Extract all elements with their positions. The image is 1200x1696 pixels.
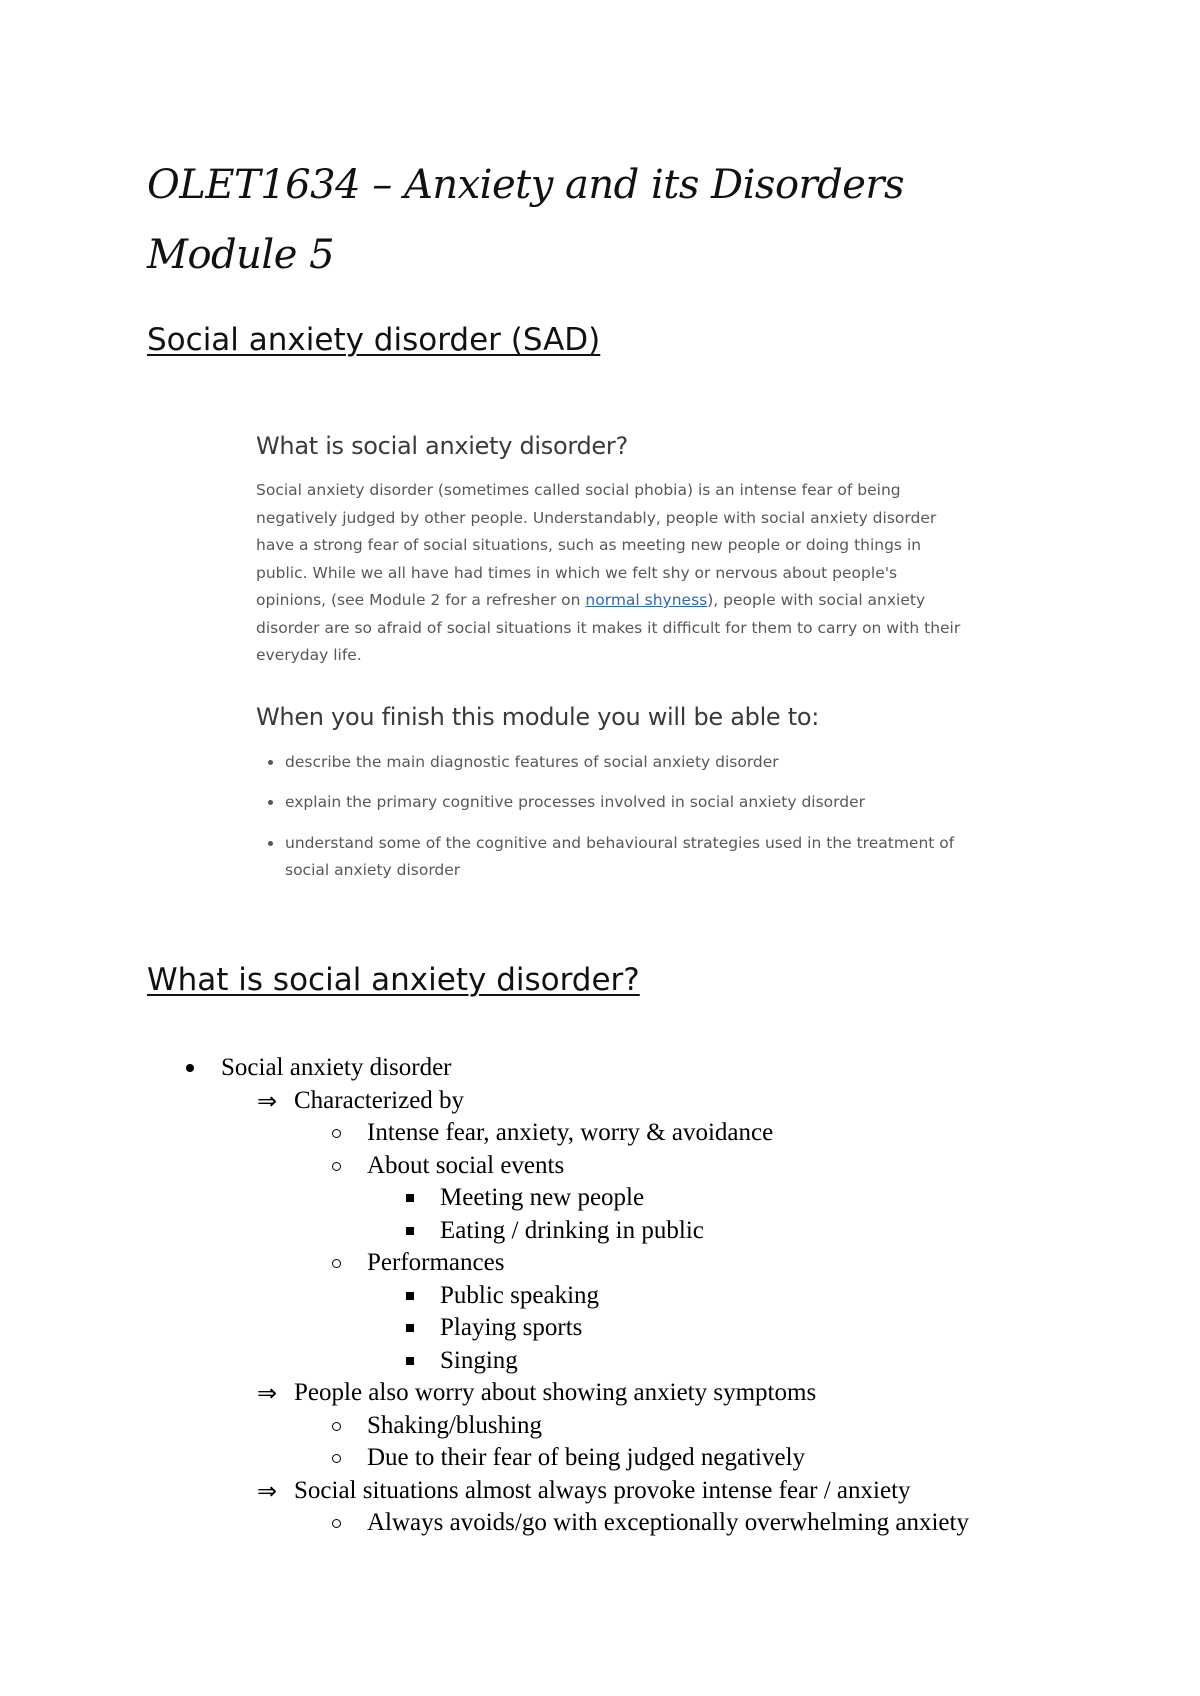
bullet-dot-icon [268, 800, 273, 805]
learning-goal-item [256, 789, 976, 817]
outline-item-level-4 [0, 1345, 1200, 1378]
outline-item-text: Always avoids/go with exceptionally overwhelming anxiety [367, 1509, 969, 1536]
embed-heading-what-is: What is social anxiety disorder? [256, 432, 628, 460]
outline-item-level-4 [0, 1280, 1200, 1313]
outline-item-text: Due to their fear of being judged negatively [367, 1444, 806, 1471]
learning-goal-text: understand some of the cognitive and behavioural strategies used in the treatment of social anxiety disorder [285, 833, 955, 879]
embed-intro-paragraph [256, 477, 966, 670]
learning-goal-text: explain the primary cognitive processes involved in social anxiety disorder [285, 793, 865, 811]
normal-shyness-link[interactable]: normal shyness [585, 591, 708, 609]
square-bullet-icon [406, 1324, 414, 1332]
double-arrow-icon: ⇒ [257, 1379, 278, 1407]
outline-item-text: Characterized by [294, 1086, 465, 1114]
section-heading-sad: Social anxiety disorder (SAD) [147, 322, 601, 358]
paragraph-text-end: ), people with social anxiety disorder are so afraid of social situations it makes it difficult for them to carry on with their everyday life. [256, 591, 961, 664]
embed-heading-outcomes: When you finish this module you will be able to: [256, 702, 820, 731]
outline-item-level-2 [0, 1475, 1200, 1508]
section-heading-what-is: What is social anxiety disorder? [147, 962, 640, 998]
outline-item-text: About social events [367, 1151, 565, 1179]
bullet-dot-icon [268, 760, 273, 765]
hollow-circle-icon [332, 1422, 341, 1431]
paragraph-text-start: Social anxiety disorder (sometimes called social phobia) is an intense fear of being negatively judged by other people. Understandably, people with social anxiety disorder have a strong fear of social situations, such as meeting new people or doing things in public. While we all have had times in which we felt shy or nervous about people's opinions, (see Module 2 for a refresher on [256, 481, 937, 609]
outline-item-text: Playing sports [440, 1314, 583, 1341]
outline-item-text: Eating / drinking in public [440, 1216, 704, 1244]
square-bullet-icon [406, 1227, 414, 1235]
outline-item-text: Intense fear, anxiety, worry & avoidance [367, 1119, 774, 1146]
learning-goal-text: describe the main diagnostic features of social anxiety disorder [285, 752, 779, 771]
outline-item-text: Social anxiety disorder [221, 1054, 452, 1081]
double-arrow-icon: ⇒ [257, 1476, 278, 1505]
learning-goals-list [256, 749, 976, 885]
double-arrow-icon: ⇒ [257, 1086, 278, 1115]
hollow-circle-icon [332, 1259, 341, 1268]
outline-item-level-2 [0, 1377, 1200, 1410]
notes-outline [0, 1052, 1200, 1540]
learning-goal-item [256, 749, 976, 777]
title-line-1: OLET1634 – Anxiety and its Disorders [147, 162, 905, 208]
outline-item-level-4 [0, 1312, 1200, 1345]
outline-item-text: Performances [367, 1249, 505, 1276]
outline-item-level-1 [0, 1052, 1200, 1085]
outline-item-text: Shaking/blushing [367, 1411, 543, 1439]
outline-item-level-4 [0, 1182, 1200, 1215]
outline-item-text: Meeting new people [440, 1184, 645, 1211]
outline-item-level-4 [0, 1215, 1200, 1248]
outline-item-level-3 [0, 1507, 1200, 1540]
square-bullet-icon [406, 1292, 414, 1300]
learning-goal-item [256, 830, 976, 885]
square-bullet-icon [406, 1357, 414, 1365]
square-bullet-icon [406, 1194, 414, 1202]
outline-item-level-2 [0, 1085, 1200, 1118]
outline-item-text: People also worry about showing anxiety symptoms [294, 1379, 817, 1406]
outline-item-text: Social situations almost always provoke intense fear / anxiety [294, 1476, 911, 1504]
outline-item-level-3 [0, 1410, 1200, 1443]
hollow-circle-icon [332, 1129, 341, 1138]
outline-item-level-3 [0, 1442, 1200, 1475]
outline-item-level-3 [0, 1117, 1200, 1150]
outline-item-level-3 [0, 1247, 1200, 1280]
embedded-module-screenshot [256, 432, 976, 898]
outline-item-text: Singing [440, 1346, 518, 1374]
outline-item-text: Public speaking [440, 1281, 600, 1309]
hollow-circle-icon [332, 1519, 341, 1528]
outline-item-level-3 [0, 1150, 1200, 1183]
document-title [147, 150, 904, 290]
bullet-dot-icon [268, 841, 273, 846]
hollow-circle-icon [332, 1162, 341, 1171]
hollow-circle-icon [332, 1454, 341, 1463]
title-line-2: Module 5 [147, 232, 335, 278]
bullet-icon [186, 1064, 194, 1072]
